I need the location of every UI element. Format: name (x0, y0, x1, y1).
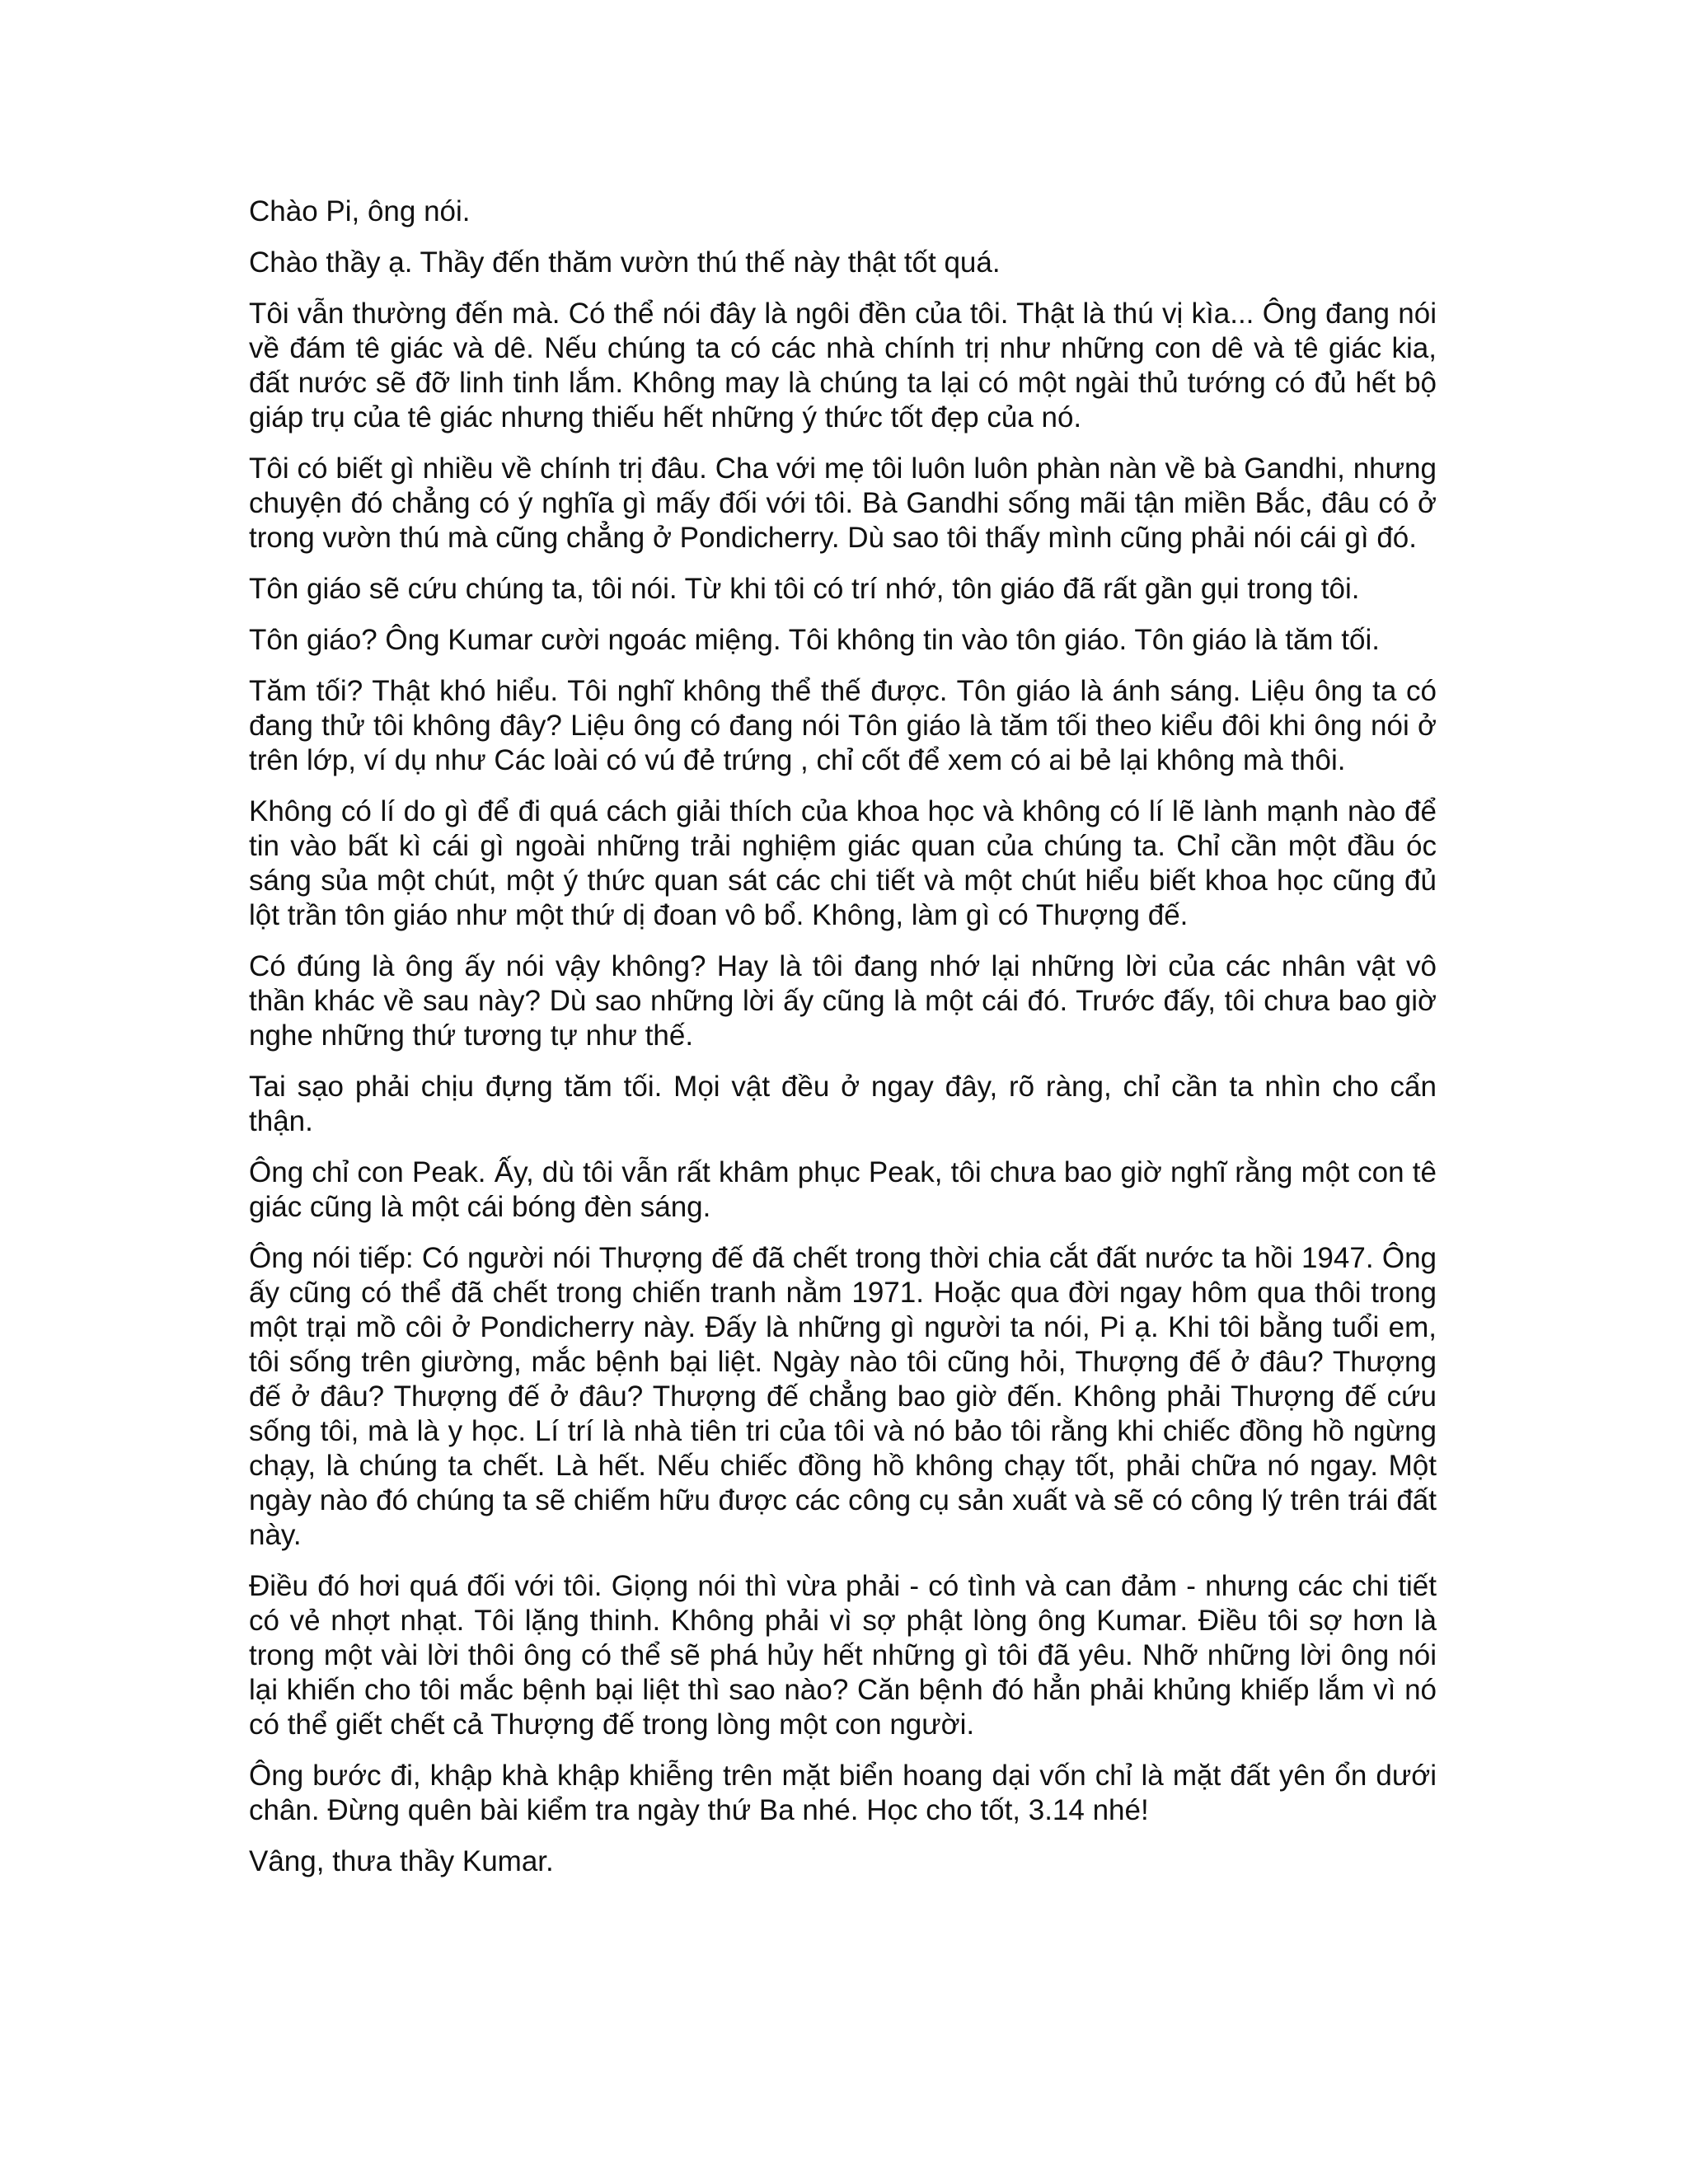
paragraph-3: Tôi vẫn thường đến mà. Có thể nói đây là ngôi đền của tôi. Thật là thú vị kìa... Ông đang nói về đám tê giác và dê. Nếu chúng ta có các nhà chính trị như những con dê và tê giác kia, đất nước sẽ đỡ linh tinh lắm. Không may là chúng ta lại có một ngài thủ tướng có đủ hết bộ giáp trụ của tê giác nhưng thiếu hết những ý thức tốt đẹp của nó. (249, 298, 1437, 434)
paragraph-1: Chào Pi, ông nói. (249, 195, 471, 227)
paragraph-6: Tôn giáo? Ông Kumar cười ngoác miệng. Tôi không tin vào tôn giáo. Tôn giáo là tăm tối. (249, 624, 1380, 656)
document-body (249, 194, 1437, 1896)
paragraph-4: Tôi có biết gì nhiều về chính trị đâu. Cha với mẹ tôi luôn luôn phàn nàn về bà Gandhi, nhưng chuyện đó chẳng có ý nghĩa gì mấy đối với tôi. Bà Gandhi sống mãi tận miền Bắc, đâu có ở trong vườn thú mà cũng chẳng ở Pondicherry. Dù sao tôi thấy mình cũng phải nói cái gì đó. (249, 452, 1437, 554)
paragraph-2: Chào thầy ạ. Thầy đến thăm vườn thú thế này thật tốt quá. (249, 246, 1001, 279)
paragraph-14: Ông bước đi, khập khà khập khiễng trên mặt biển hoang dại vốn chỉ là mặt đất yên ổn dưới chân. Đừng quên bài kiểm tra ngày thứ Ba nhé. Học cho tốt, 3.14 nhé! (249, 1760, 1437, 1826)
paragraph-12: Ông nói tiếp: Có người nói Thượng đế đã chết trong thời chia cắt đất nước ta hồi 1947. Ông ấy cũng có thể đã chết trong chiến tranh nằm 1971. Hoặc qua đời ngay hôm qua thôi trong một trại mồ côi ở Pondicherry này. Đấy là những gì người ta nói, Pi ạ. Khi tôi bằng tuổi em, tôi sống trên giường, mắc bệnh bại liệt. Ngày nào tôi cũng hỏi, Thượng đế ở đâu? Thượng đế ở đâu? Thượng đế ở đâu? Thượng đế chẳng bao giờ đến. Không phải Thượng đế cứu sống tôi, mà là y học. Lí trí là nhà tiên tri của tôi và nó bảo tôi rằng khi chiếc đồng hồ ngừng chạy, là chúng ta chết. Là hết. Nếu chiếc đồng hồ không chạy tốt, phải chữa nó ngay. Một ngày nào đó chúng ta sẽ chiếm hữu được các công cụ sản xuất và sẽ có công lý trên trái đất này. (249, 1242, 1437, 1551)
paragraph-8: Không có lí do gì để đi quá cách giải thích của khoa học và không có lí lẽ lành mạnh nào để tin vào bất kì cái gì ngoài những trải nghiệm giác quan của chúng ta. Chỉ cần một đầu óc sáng sủa một chút, một ý thức quan sát các chi tiết và một chút hiểu biết khoa học cũng đủ lột trần tôn giáo như một thứ dị đoan vô bổ. Không, làm gì có Thượng đế. (249, 795, 1437, 931)
paragraph-13: Điều đó hơi quá đối với tôi. Giọng nói thì vừa phải - có tình và can đảm - nhưng các chi tiết có vẻ nhợt nhạt. Tôi lặng thinh. Không phải vì sợ phật lòng ông Kumar. Điều tôi sợ hơn là trong một vài lời thôi ông có thể sẽ phá hủy hết những gì tôi đã yêu. Nhỡ những lời ông nói lại khiến cho tôi mắc bệnh bại liệt thì sao nào? Căn bệnh đó hẳn phải khủng khiếp lắm vì nó có thể giết chết cả Thượng đế trong lòng một con người. (249, 1570, 1437, 1741)
paragraph-11: Ông chỉ con Peak. Ấy, dù tôi vẫn rất khâm phục Peak, tôi chưa bao giờ nghĩ rằng một con tê giác cũng là một cái bóng đèn sáng. (249, 1156, 1437, 1223)
paragraph-15: Vâng, thưa thầy Kumar. (249, 1845, 554, 1877)
paragraph-7: Tăm tối? Thật khó hiểu. Tôi nghĩ không thể thế được. Tôn giáo là ánh sáng. Liệu ông ta có đang thử tôi không đây? Liệu ông có đang nói Tôn giáo là tăm tối theo kiểu đôi khi ông nói ở trên lớp, ví dụ như Các loài có vú đẻ trứng , chỉ cốt để xem có ai bẻ lại không mà thôi. (249, 675, 1437, 776)
paragraph-5: Tôn giáo sẽ cứu chúng ta, tôi nói. Từ khi tôi có trí nhớ, tôn giáo đã rất gần gụi trong tôi. (249, 573, 1360, 605)
paragraph-9: Có đúng là ông ấy nói vậy không? Hay là tôi đang nhớ lại những lời của các nhân vật vô thần khác về sau này? Dù sao những lời ấy cũng là một cái đó. Trước đấy, tôi chưa bao giờ nghe những thứ tương tự như thế. (249, 950, 1437, 1052)
paragraph-10: Tai sạo phải chịu đựng tăm tối. Mọi vật đều ở ngay đây, rõ ràng, chỉ cần ta nhìn cho cẩn thận. (249, 1071, 1437, 1137)
